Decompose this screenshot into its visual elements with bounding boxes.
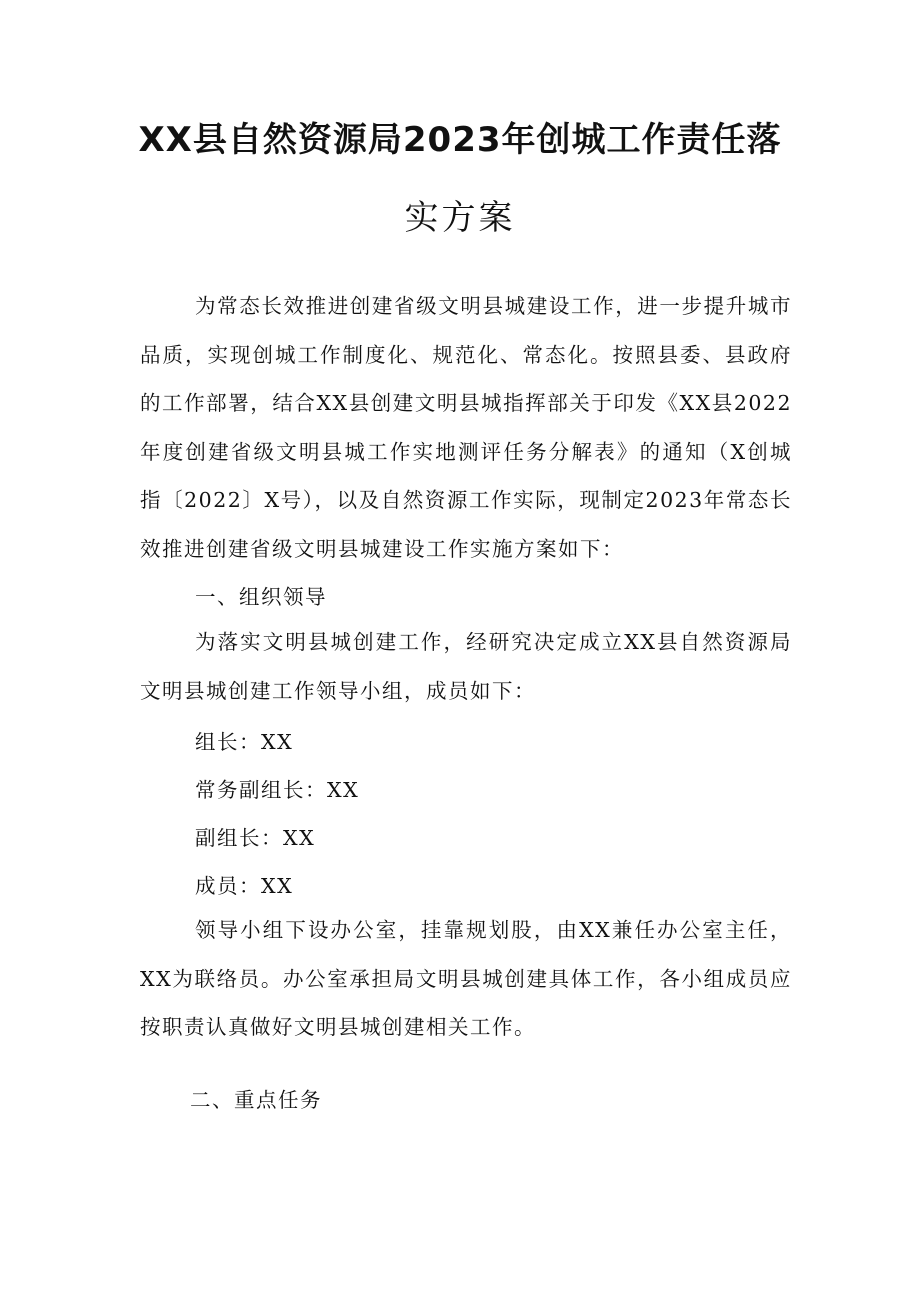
section1-heading: 一、组织领导 xyxy=(195,585,327,609)
intro-paragraph: 为常态长效推进创建省级文明县城建设工作，进一步提升城市品质，实现创城工作制度化、规范化、常态化。按照县委、县政府的工作部署，结合XX县创建文明县城指挥部关于印发《XX县2022年度创建省级文明县城工作实地测评任务分解表》的通知（X创城指〔2022〕X号），以及自然资源工作实际，现制定2023年常态长效推进创建省级文明县城建设工作实施方案如下： xyxy=(140,294,792,561)
section2-heading: 二、重点任务 xyxy=(190,1088,322,1112)
section1-paragraph: 为落实文明县城创建工作，经研究决定成立XX县自然资源局文明县城创建工作领导小组，成员如下： xyxy=(140,630,792,703)
document-title-line2: 实方案 xyxy=(404,198,516,238)
leader-line: 组长：XX xyxy=(195,730,294,754)
deputy-line: 副组长：XX xyxy=(195,826,316,850)
members-line: 成员：XX xyxy=(195,874,294,898)
executive-deputy-line: 常务副组长：XX xyxy=(195,778,360,802)
document-title-line1: XX县自然资源局2023年创城工作责任落 xyxy=(138,120,782,160)
office-paragraph: 领导小组下设办公室，挂靠规划股，由XX兼任办公室主任，XX为联络员。办公室承担局文明县城创建具体工作，各小组成员应按职责认真做好文明县城创建相关工作。 xyxy=(140,918,792,1039)
